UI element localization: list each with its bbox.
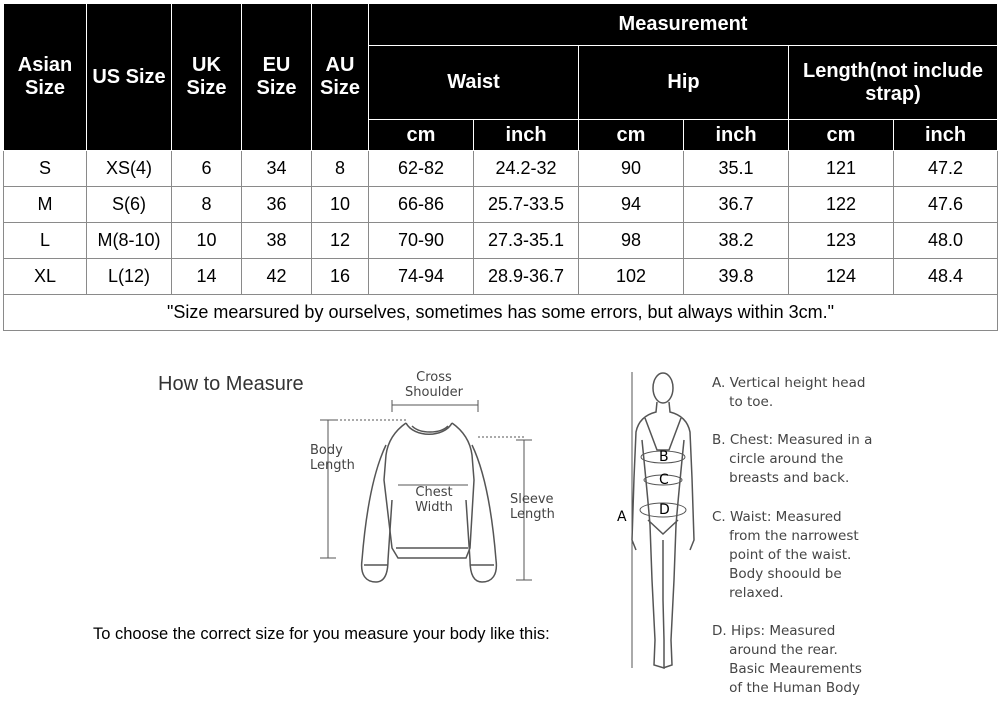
- description-text: D. Hips: Measured around the rear. Basic Meaurements of the Human Body: [712, 623, 862, 696]
- cell: 27.3-35.1: [474, 223, 579, 259]
- cell: M: [4, 187, 87, 223]
- cell: 10: [312, 187, 369, 223]
- header-uk-size: UK Size: [172, 4, 242, 151]
- cell: 14: [172, 259, 242, 295]
- header-au-size: AU Size: [312, 4, 369, 151]
- chest-width-label: [412, 485, 456, 515]
- header-waist: Waist: [369, 46, 579, 120]
- cell: L(12): [87, 259, 172, 295]
- cell: 42: [242, 259, 312, 295]
- label-line: Body: [310, 443, 343, 458]
- label-line: Chest: [415, 485, 453, 500]
- cell: L: [4, 223, 87, 259]
- cell: 24.2-32: [474, 151, 579, 187]
- cell: 94: [579, 187, 684, 223]
- cell: 121: [789, 151, 894, 187]
- cell: 36: [242, 187, 312, 223]
- figure-letter-c: C: [659, 472, 669, 488]
- how-to-measure-title: How to Measure: [158, 373, 304, 395]
- header-length: Length(not include strap): [789, 46, 998, 120]
- unit-header: cm: [789, 120, 894, 151]
- cell: 124: [789, 259, 894, 295]
- cell: 123: [789, 223, 894, 259]
- cell: 90: [579, 151, 684, 187]
- figure-letter-d: D: [659, 502, 670, 518]
- cell: 98: [579, 223, 684, 259]
- label-line: Shoulder: [405, 385, 463, 400]
- cell: 6: [172, 151, 242, 187]
- cell: 25.7-33.5: [474, 187, 579, 223]
- cell: 39.8: [684, 259, 789, 295]
- unit-header: inch: [894, 120, 998, 151]
- cell: 8: [172, 187, 242, 223]
- cell: 122: [789, 187, 894, 223]
- header-measurement: Measurement: [369, 4, 998, 46]
- cell: 36.7: [684, 187, 789, 223]
- cell: 62-82: [369, 151, 474, 187]
- header-us-size: US Size: [87, 4, 172, 151]
- label-line: Length: [310, 458, 355, 473]
- cell: 47.2: [894, 151, 998, 187]
- human-figure: [632, 373, 694, 668]
- figure-letter-a: A: [617, 509, 627, 525]
- cell: 12: [312, 223, 369, 259]
- cell: 102: [579, 259, 684, 295]
- cell: 48.0: [894, 223, 998, 259]
- cell: 35.1: [684, 151, 789, 187]
- cell: 34: [242, 151, 312, 187]
- description-text: A. Vertical height head to toe.: [712, 375, 866, 410]
- label-line: Cross: [416, 370, 452, 385]
- cross-shoulder-label: [403, 370, 465, 400]
- cell: 66-86: [369, 187, 474, 223]
- header-eu-size: EU Size: [242, 4, 312, 151]
- cell: 10: [172, 223, 242, 259]
- description-b: [712, 431, 872, 488]
- cell: M(8-10): [87, 223, 172, 259]
- cell: 8: [312, 151, 369, 187]
- figure-letter-b: B: [659, 449, 669, 465]
- unit-header: cm: [369, 120, 474, 151]
- cell: 38.2: [684, 223, 789, 259]
- choose-size-text: To choose the correct size for you measure your body like this:: [93, 625, 550, 643]
- description-text: C. Waist: Measured from the narrowest point of the waist. Body shoould be relaxed.: [712, 509, 859, 601]
- cell: 74-94: [369, 259, 474, 295]
- header-hip: Hip: [579, 46, 789, 120]
- size-note: "Size mearsured by ourselves, sometimes has some errors, but always within 3cm.": [4, 295, 998, 331]
- sleeve-length-label: [510, 492, 555, 522]
- description-c: [712, 508, 859, 603]
- description-a: [712, 374, 865, 412]
- description-d: [712, 622, 862, 698]
- header-asian-size: Asian Size: [4, 4, 87, 151]
- cell: XS(4): [87, 151, 172, 187]
- cell: 48.4: [894, 259, 998, 295]
- unit-header: cm: [579, 120, 684, 151]
- cell: 28.9-36.7: [474, 259, 579, 295]
- unit-header: inch: [684, 120, 789, 151]
- cell: XL: [4, 259, 87, 295]
- body-length-label: [310, 443, 355, 473]
- cell: S: [4, 151, 87, 187]
- label-line: Width: [415, 500, 453, 515]
- cell: 70-90: [369, 223, 474, 259]
- description-text: B. Chest: Measured in a circle around the breasts and back.: [712, 432, 873, 486]
- cell: S(6): [87, 187, 172, 223]
- cell: 16: [312, 259, 369, 295]
- cell: 38: [242, 223, 312, 259]
- label-line: Length: [510, 507, 555, 522]
- cell: 47.6: [894, 187, 998, 223]
- unit-header: inch: [474, 120, 579, 151]
- label-line: Sleeve: [510, 492, 554, 507]
